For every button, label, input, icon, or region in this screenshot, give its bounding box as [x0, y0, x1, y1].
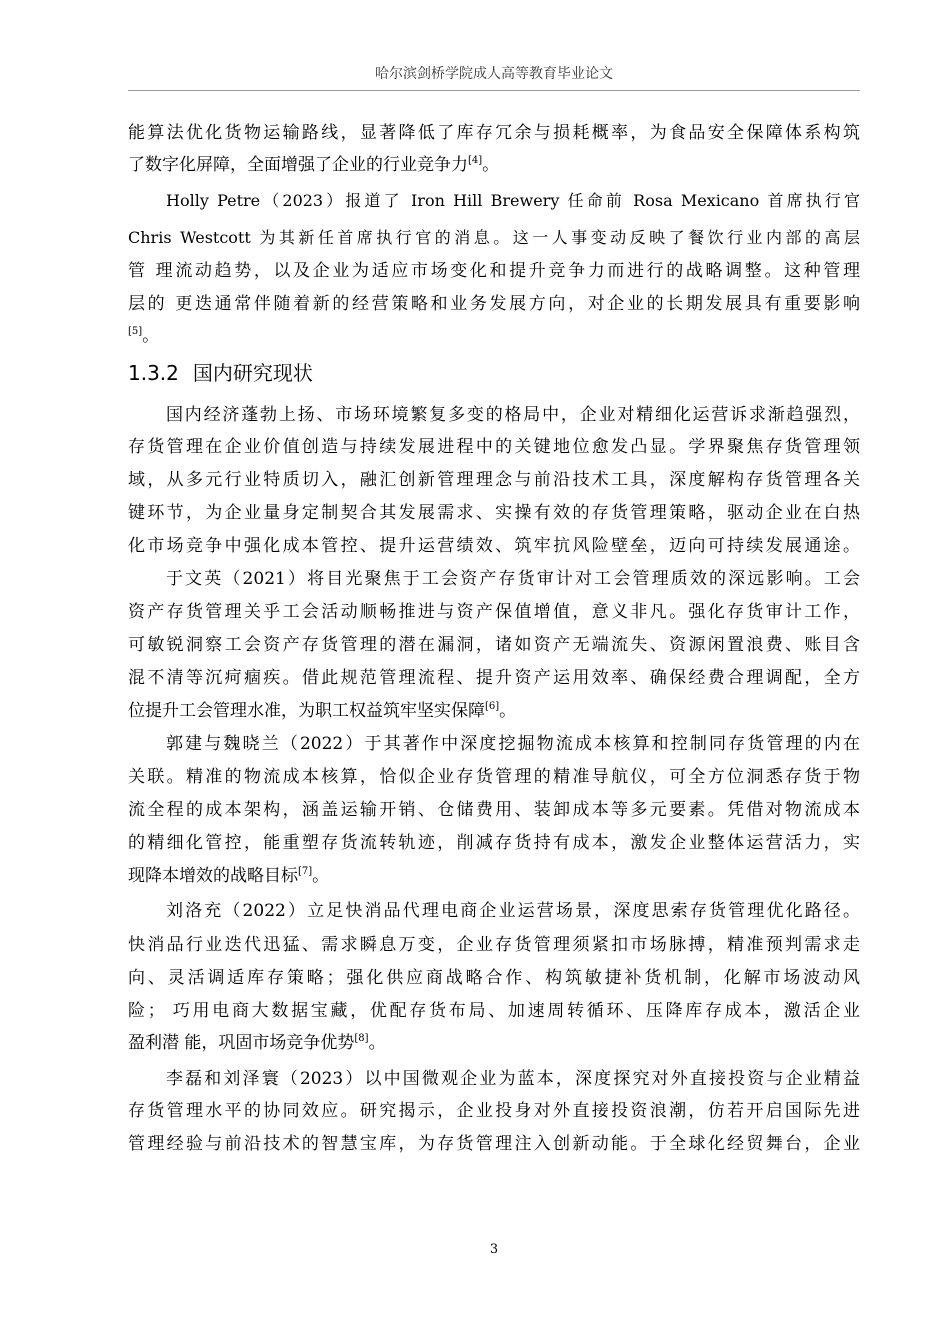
line-text: 。	[142, 326, 160, 346]
paragraph-line: 险； 巧用电商大数据宝藏，优配存货布局、加速周转循环、压降库存成本，激活企业	[128, 1001, 860, 1021]
paragraph-line: Holly Petre（2023）报道了 Iron Hill Brewery 任命前 Rosa Mexicano 首席执行官	[166, 191, 860, 210]
paragraph-line: 向、灵活调适库存策略；强化供应商战略合作、构筑敏捷补货机制，化解市场波动风	[128, 968, 860, 988]
section-number: 1.3.2	[128, 361, 179, 385]
paragraph-line: 层的 更迭通常伴随着新的经营策略和业务发展方向，对企业的长期发展具有重要影响	[128, 294, 860, 314]
paragraph-line: 可敏锐洞察工会资产存货管理的潜在漏洞，诸如资产无端流失、资源闲置浪费、账目含	[128, 635, 860, 655]
paragraph-line	[128, 1027, 860, 1059]
paragraph-line: 资产存货管理关乎工会活动顺畅推进与资产保值增值，意义非凡。强化存货审计工作，	[128, 602, 860, 622]
paragraph-line: 混不清等沉疴痼疾。借此规范管理流程、提升资产运用效率、确保经费合理调配，全方	[128, 668, 860, 688]
paragraph-line	[128, 149, 860, 181]
paragraph-line: 存货管理在企业价值创造与持续发展进程中的关键地位愈发凸显。学界聚焦存货管理领	[128, 437, 860, 457]
citation: [5]	[128, 326, 143, 337]
line-text: 盈利潜 能，巩固市场竞争优势	[128, 1033, 355, 1053]
paragraph-line: 管理经验与前沿技术的智慧宝库，为存货管理注入创新动能。于全球化经贸舞台，企业	[128, 1134, 860, 1154]
line-text: 。	[312, 866, 330, 886]
section-heading	[128, 356, 313, 390]
paragraph-line: Chris Westcott 为其新任首席执行官的消息。这一人事变动反映了餐饮行业内部的高层	[128, 228, 860, 247]
paragraph-line: 的精细化管控，能重塑存货流转轨迹，削减存货持有成本，激发企业整体运营活力，实	[128, 833, 860, 853]
citation: [8]	[354, 1033, 369, 1044]
paragraph-line	[128, 320, 860, 352]
paragraph-line: 化市场竞争中强化成本管控、提升运营绩效、筑牢抗风险壁垒，迈向可持续发展通途。	[128, 536, 860, 556]
citation: [4]	[468, 155, 483, 166]
citation: [6]	[485, 701, 500, 712]
paragraph-line	[128, 695, 860, 727]
paragraph-line: 存货管理水平的协同效应。研究揭示，企业投身对外直接投资浪潮，仿若开启国际先进	[128, 1101, 860, 1121]
line-text: 。	[499, 701, 517, 721]
line-text: 了数字化屏障，全面增强了企业的行业竞争力	[128, 155, 468, 175]
paragraph-line: 国内经济蓬勃上扬、市场环境繁复多变的格局中，企业对精细化运营诉求渐趋强烈，	[166, 405, 860, 425]
paragraph-line: 关联。精准的物流成本核算，恰似企业存货管理的精准导航仪，可全方位洞悉存货于物	[128, 767, 860, 787]
section-title: 国内研究现状	[192, 361, 313, 385]
paragraph-line: 郭建与魏晓兰（2022）于其著作中深度挖掘物流成本核算和控制同存货管理的内在	[166, 734, 860, 754]
paragraph-line: 管 理流动趋势，以及企业为适应市场变化和提升竞争力而进行的战略调整。这种管理	[128, 261, 860, 281]
page-header: 哈尔滨剑桥学院成人高等教育毕业论文	[375, 66, 613, 82]
paragraph-line: 刘洛充（2022）立足快消品代理电商企业运营场景，深度思索存货管理优化路径。	[166, 901, 860, 921]
paragraph-line: 键环节，为企业量身定制契合其发展需求、实操有效的存货管理策略，驱动企业在白热	[128, 503, 860, 523]
line-text: 。	[368, 1033, 386, 1053]
paragraph-line	[128, 860, 860, 892]
header-divider	[128, 90, 860, 91]
paragraph-line: 能算法优化货物运输路线，显著降低了库存冗余与损耗概率，为食品安全保障体系构筑	[128, 123, 860, 143]
paragraph-line: 域，从多元行业特质切入，融汇创新管理理念与前沿技术工具，深度解构存货管理各关	[128, 470, 860, 490]
paragraph-line: 于文英（2021）将目光聚焦于工会资产存货审计对工会管理质效的深远影响。工会	[166, 569, 860, 589]
page-number: 3	[489, 1242, 499, 1257]
line-text: 。	[482, 155, 500, 175]
citation: [7]	[298, 866, 313, 877]
line-text: 现降本增效的战略目标	[128, 866, 298, 886]
paragraph-line: 快消品行业迭代迅猛、需求瞬息万变，企业存货管理须紧扣市场脉搏，精准预判需求走	[128, 935, 860, 955]
line-text: 位提升工会管理水准，为职工权益筑牢坚实保障	[128, 701, 485, 721]
paragraph-line: 李磊和刘泽寰（2023）以中国微观企业为蓝本，深度探究对外直接投资与企业精益	[166, 1069, 860, 1089]
paragraph-line: 流全程的成本架构，涵盖运输开销、仓储费用、装卸成本等多元要素。凭借对物流成本	[128, 800, 860, 820]
